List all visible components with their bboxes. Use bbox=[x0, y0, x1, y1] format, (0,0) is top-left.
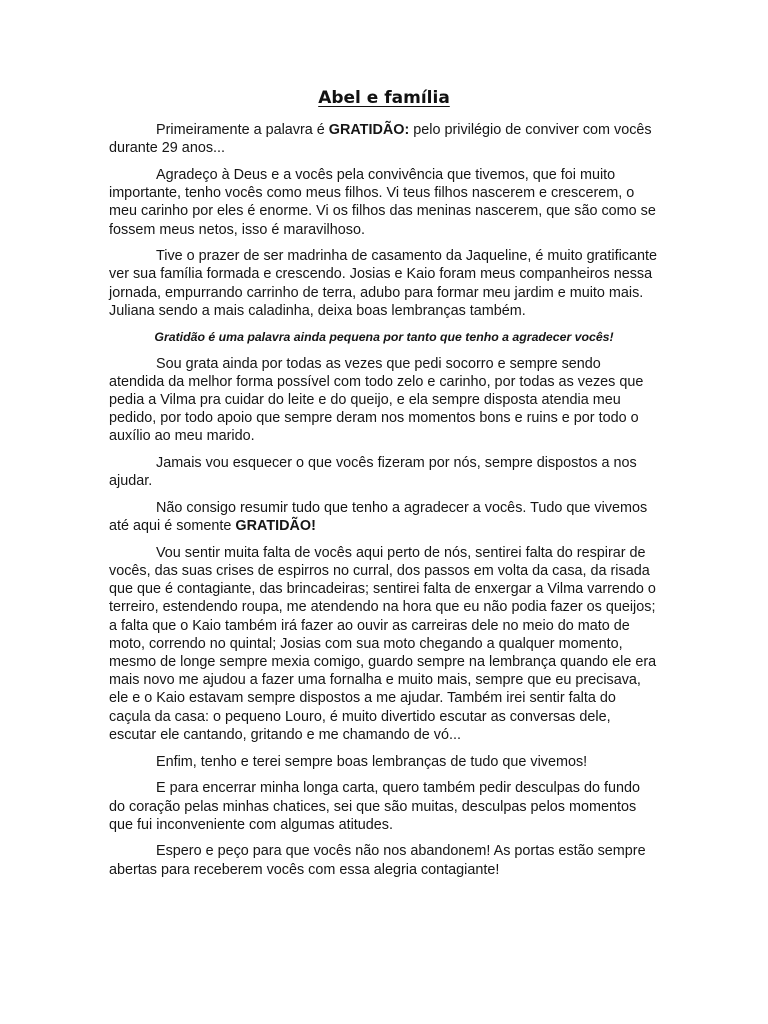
paragraph: Jamais vou esquecer o que vocês fizeram por nós, sempre dispostos a nos ajudar. bbox=[109, 455, 637, 490]
paragraph: Agradeço à Deus e a vocês pela convivência que tivemos, que foi muito importante, tenho vocês como meus filhos. Vi teus filhos nascerem e crescerem, o meu carinho por eles é enorme. Vi os filhos das meninas nascerem, que são como se fossem meus netos, isso é maravilhoso. bbox=[109, 166, 656, 238]
paragraph: Vou sentir muita falta de vocês aqui perto de nós, sentirei falta do respirar de vocês, das suas crises de espirros no curral, dos passos em volta da casa, da risada que que é contagiante, das brincadeiras; sentirei falta de enxergar a Vilma varrendo o terreiro, estendendo roupa, me atendendo na hora que eu não podia fazer os queijos; a falta que o Kaio também irá fazer ao ouvir as carreiras dele no meio do mato de moto, correndo no quintal; Josias com sua moto chegando a qualquer momento, mesmo de longe sempre mexia comigo, guardo sempre na lembrança quando ele era mais novo me ajudou a fazer uma fornalha e muito mais, sempre que eu precisava, ele e o Kaio estavam sempre dispostos a me ajudar. Também irei sentir falta do caçula da casa: o pequeno Louro, é muito divertido escutar as conversas dele, escutar ele cantando, gritando e me chamando de vó... bbox=[109, 544, 657, 743]
paragraph: Sou grata ainda por todas as vezes que pedi socorro e sempre sendo atendida da melhor forma possível com todo zelo e carinho, por todas as vezes que pedia a Vilma pra cuidar do leite e do queijo, e ela sempre disposta atendia meu pedido, por todo apoio que sempre deram nos momentos bons e ruins e por todo o auxílio ao meu marido. bbox=[109, 355, 644, 445]
document-title: Abel e família bbox=[318, 88, 450, 108]
paragraph: E para encerrar minha longa carta, quero também pedir desculpas do fundo do coração pelas minhas chatices, sei que são muitas, desculpas pelos momentos que fui inconveniente com algumas atitudes. bbox=[109, 780, 640, 833]
paragraph: Espero e peço para que vocês não nos abandonem! As portas estão sempre abertas para receberem vocês com essa alegria contagiante! bbox=[109, 843, 646, 878]
paragraph: Primeiramente a palavra é GRATIDÃO: pelo privilégio de conviver com vocês durante 29 anos... bbox=[109, 122, 652, 157]
bold-text: GRATIDÃO! bbox=[235, 518, 316, 535]
paragraph: Enfim, tenho e terei sempre boas lembranças de tudo que vivemos! bbox=[156, 753, 588, 770]
highlight-line: Gratidão é uma palavra ainda pequena por tanto que tenho a agradecer vocês! bbox=[154, 329, 614, 344]
document-body bbox=[109, 121, 659, 887]
paragraph: Não consigo resumir tudo que tenho a agradecer a vocês. Tudo que vivemos até aqui é somente GRATIDÃO! bbox=[109, 499, 648, 535]
bold-text: GRATIDÃO: bbox=[328, 122, 410, 138]
paragraph: Tive o prazer de ser madrinha de casamento da Jaqueline, é muito gratificante ver sua família formada e crescendo. Josias e Kaio foram meus companheiros nessa jornada, empurrando carrinho de terra, adubo para formar meu jardim e muito mais. Juliana sendo a mais caladinha, deixa boas lembranças também. bbox=[109, 248, 658, 319]
